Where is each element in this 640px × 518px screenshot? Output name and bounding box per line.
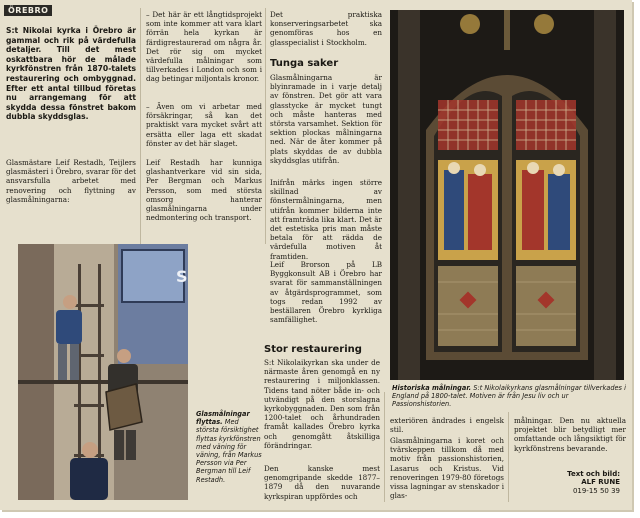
photo-glaziers-caption-text: Med största försiktighet flyttas kyrkfönstren med väning för väning, från Markus Persson via Per Bergman till Leif Restadh.	[196, 418, 262, 484]
article-body-col3-p3: Inifrån märks ingen större skillnad av fönstermålningarna, men utifrån kommer bilderna inte att framträda lika klart. Det är det estetiska pris man måste betala för att rädda de värdefulla motiven åt framtiden.	[270, 178, 382, 261]
section-kicker: ÖREBRO	[4, 5, 52, 16]
article-body-col3-p2: Glasmålningarna är blyinramade in i varje detalj av fönstren. Det gör att vara glasstycke är mycket tungt och måste hanteras med största varsamhet. Sektion för sektion plockas målningarna ned. När de åter kommer på plats skyddas de av dubbla skyddsglas utifrån.	[270, 73, 382, 165]
article-body-col2-p1: – Det här är ett långtidsprojekt som inte kommer att vara klart förrän hela kyrkan är färdigrestaurerad om några år. Det rör sig om mycket värdefulla målningar som tillverkades i London och som i dag betingar miljontals kronor.	[146, 10, 262, 84]
article-body-col3-p4: Leif Brorson på LB Byggkonsult AB i Örebro har svarat för sammanställningen av åtgärdsprogrammet, som togs redan 1992 av beställaren Örebro kyrkliga samfällighet.	[270, 260, 382, 325]
article-body-col5-p1: målningar. Den nu aktuella projektet blir betydligt mer omfattande och långsiktigt för kyrkfönstrens bevarande.	[514, 416, 626, 453]
photo-glaziers	[18, 244, 188, 500]
byline-phone: 019-15 50 39	[572, 486, 620, 495]
byline-label: Text och bild:	[567, 470, 620, 478]
photo-stained-glass-caption	[392, 384, 628, 409]
byline	[567, 470, 620, 495]
column-rule	[508, 412, 509, 502]
subhead-tunga-saker: Tunga saker	[270, 58, 339, 69]
photo-glaziers-caption-title: Glasmålningar flyttas.	[196, 410, 250, 427]
article-body-col4-p2: Glasmålningarna i koret och tvärskeppen tillkom då med motiv från passionshistorien, Lasarus och Kristus. Vid renoveringen 1979-80 företogs vissa lagningar av stenskador i glas-	[390, 436, 504, 501]
article-body-col1: Glasmästare Leif Restadh, Teijlers glasmästeri i Örebro, svarar för det ansvarsfulla arbetet med renovering och flyttning av glasmålningarna:	[6, 158, 136, 204]
article-body-col2-p2: – Även om vi arbetar med försäkringar, så kan det praktiskt vara mycket svårt att ersätta eller laga ett skadat fönster av det här slaget.	[146, 102, 262, 148]
svg-text:S: S	[176, 267, 188, 286]
photo-stained-glass-caption-text: S:t Nikolaikyrkans glasmålningar tillverkades i England på 1800-talet. Motiven är från Jesu liv och ur Passionshistorien.	[392, 384, 626, 409]
article-body-col3-p1: Det praktiska konserveringsarbetet ska genomföras hos en glasspecialist i Stockholm.	[270, 10, 382, 47]
article-body-col2-p3: Leif Restadh har kunniga glashantverkare vid sin sida, Per Bergman och Markus Persson, som med största omsorg hanterar glasmålningarna under nedmontering och transport.	[146, 158, 262, 223]
article-lead: S:t Nikolai kyrka i Örebro är gammal och rik på värdefulla detaljer. Till det mest oskattbara hör de målade kyrkfönstren från 1870-talets restaurering och ombyggnad. Efter ett antal tillbud företas nu arrangemang för att skydda dessa fönstret bakom dubbla skyddsglas.	[6, 26, 136, 122]
column-rule	[265, 8, 266, 244]
photo-glaziers-caption	[196, 410, 262, 484]
subhead-stor-restaurering: Stor restaurering	[264, 344, 362, 355]
byline-author: ALF RUNE	[581, 478, 620, 487]
article-body-col3-p5: S:t Nikolaikyrkan ska under de närmaste åren genomgå en ny restaurering i miljonklassen. Tidens tand nöter både in- och utvändigt på den storslagna kyrkobyggnaden. Den som från 1200-talet och århundraden framåt kallades Örebro kyrka och genomgått åtskilliga förändringar.	[264, 358, 380, 450]
photo-stained-glass	[390, 10, 624, 380]
article-body-col3-p6: Den kanske mest genomgripande skedde 1877–1879 då den nuvarande kyrkspiran uppfördes och	[264, 464, 380, 501]
photo-stained-glass-caption-title: Historiska målningar.	[392, 384, 472, 392]
article-body-col4-p1: exteriören ändrades i engelsk stil.	[390, 416, 504, 435]
column-rule	[384, 392, 385, 502]
